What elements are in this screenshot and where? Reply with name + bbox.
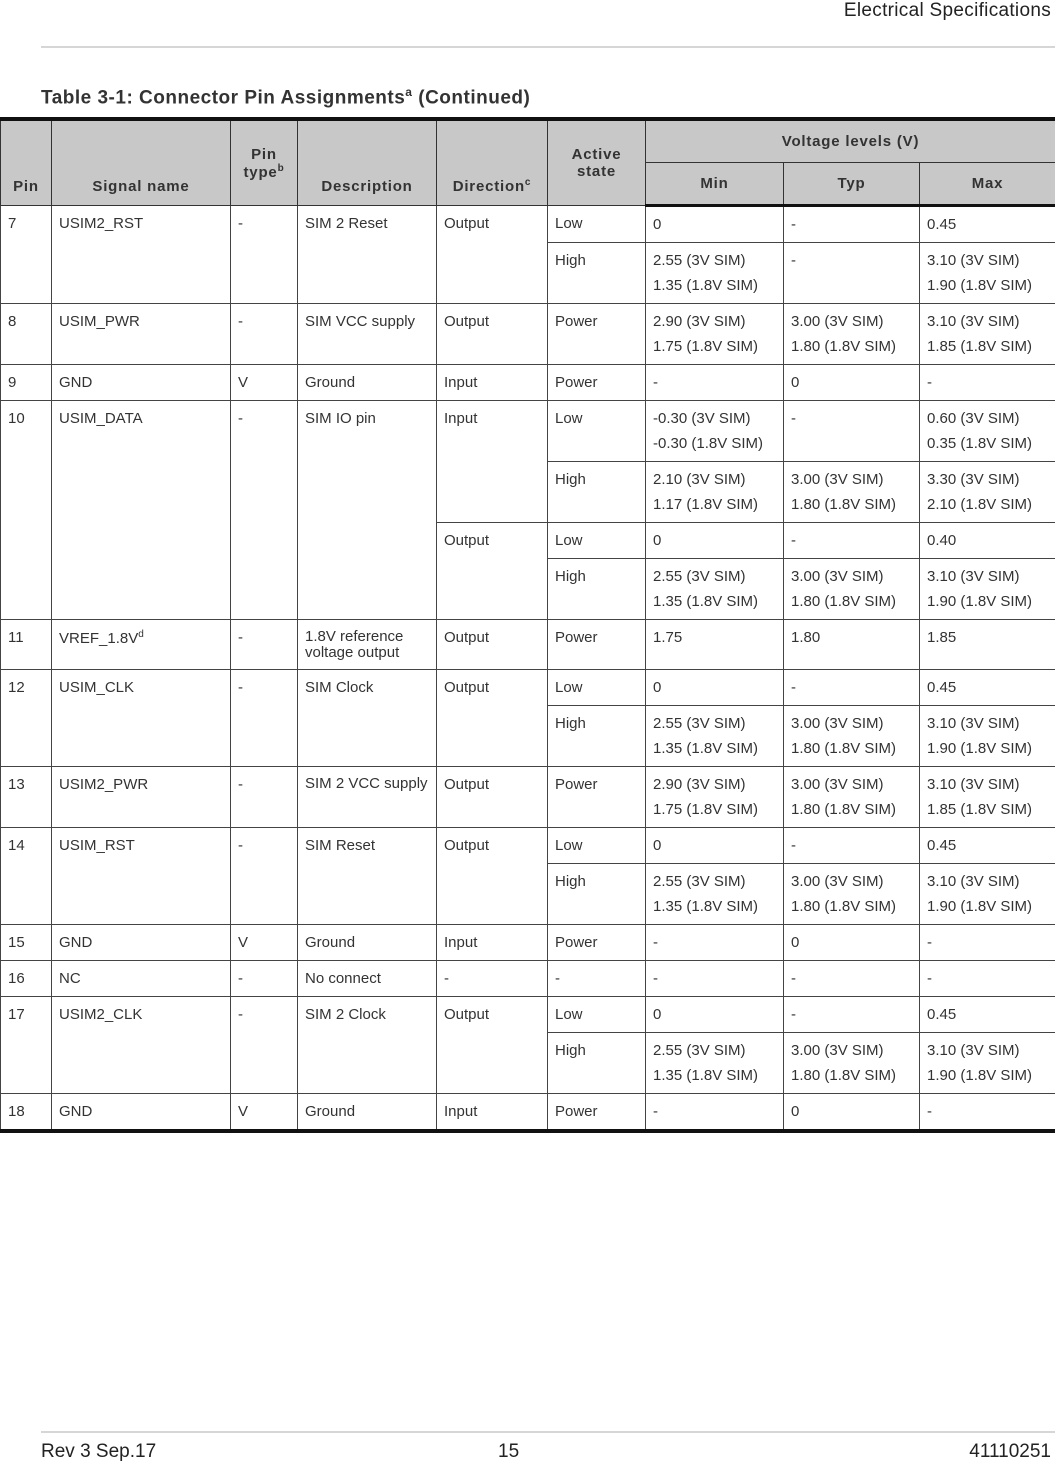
cell-pin: 12 xyxy=(1,669,52,766)
cell-description: Ground xyxy=(298,1093,437,1131)
table-row xyxy=(1,766,1055,827)
cell-pin-type: - xyxy=(231,960,298,996)
cell-description: SIM VCC supply xyxy=(298,304,437,365)
value-line: 3.10 (3V SIM) xyxy=(927,775,1020,793)
cell-typ: - xyxy=(784,996,920,1032)
cell-active-state: Power xyxy=(548,1093,646,1131)
cell-max: - xyxy=(920,365,1055,401)
col-header-active-state: Active state xyxy=(548,119,646,206)
cell-pin-type: - xyxy=(231,206,298,304)
cell-active-state: Power xyxy=(548,620,646,670)
col-header-direction-label: Direction xyxy=(452,178,525,195)
cell-typ xyxy=(784,559,920,620)
value-line: 3.00 (3V SIM) xyxy=(791,471,884,488)
cell-pin-type: - xyxy=(231,401,298,620)
cell-pin-type: - xyxy=(231,996,298,1093)
value-line: 1.35 (1.8V SIM) xyxy=(653,593,759,610)
cell-max xyxy=(920,243,1055,304)
cell-signal: USIM_PWR xyxy=(52,304,231,365)
table-row xyxy=(1,960,1055,996)
cell-min: 0 xyxy=(646,827,784,863)
cell-min xyxy=(646,304,784,365)
value-line: 2.55 (3V SIM) xyxy=(653,1041,746,1059)
cell-direction: Input xyxy=(437,365,548,401)
cell-typ xyxy=(784,863,920,924)
value-line: 3.10 (3V SIM) xyxy=(927,568,1020,585)
value-line: 2.10 (3V SIM) xyxy=(653,471,746,488)
cell-active-state: Power xyxy=(548,924,646,960)
cell-max: 0.45 xyxy=(920,827,1055,863)
value-line: 3.10 (3V SIM) xyxy=(927,252,1020,269)
cell-max: 0.40 xyxy=(920,523,1055,559)
cell-active-state: High xyxy=(548,559,646,620)
table-title-main: Table 3-1: Connector Pin Assignments xyxy=(41,87,406,109)
table-title xyxy=(41,85,530,109)
cell-direction: Output xyxy=(437,304,548,365)
page-header: Electrical Specifications xyxy=(843,0,1051,21)
cell-typ: - xyxy=(784,401,920,462)
value-line: 3.10 (3V SIM) xyxy=(927,313,1020,330)
cell-direction: Output xyxy=(437,206,548,304)
cell-typ: 0 xyxy=(784,1093,920,1131)
cell-active-state: Power xyxy=(548,766,646,827)
cell-max: - xyxy=(920,960,1055,996)
cell-description: Ground xyxy=(298,365,437,401)
cell-description: No connect xyxy=(298,960,437,996)
value-line: 3.00 (3V SIM) xyxy=(791,568,884,585)
table-title-suffix: (Continued) xyxy=(412,87,531,109)
value-line: 1.90 (1.8V SIM) xyxy=(927,1066,1033,1084)
col-header-pin-type-label: Pin type xyxy=(243,145,278,181)
col-header-min: Min xyxy=(646,163,784,206)
cell-pin-type: - xyxy=(231,827,298,924)
cell-pin: 17 xyxy=(1,996,52,1093)
value-line: 3.00 (3V SIM) xyxy=(791,775,884,793)
cell-signal xyxy=(52,620,231,670)
cell-pin: 10 xyxy=(1,401,52,620)
cell-direction: Output xyxy=(437,766,548,827)
cell-min: 0 xyxy=(646,206,784,243)
footer-document-number: 41110251 xyxy=(969,1441,1051,1462)
col-header-description: Description xyxy=(298,119,437,206)
cell-typ xyxy=(784,705,920,766)
cell-description: SIM 2 VCC supply xyxy=(298,766,437,827)
cell-typ xyxy=(784,766,920,827)
col-header-voltage-levels: Voltage levels (V) xyxy=(646,119,1055,163)
value-line: 1.35 (1.8V SIM) xyxy=(653,739,759,757)
value-line: 3.00 (3V SIM) xyxy=(791,714,884,732)
col-header-max: Max xyxy=(920,163,1055,206)
cell-description: SIM 2 Reset xyxy=(298,206,437,304)
cell-typ: - xyxy=(784,827,920,863)
cell-min xyxy=(646,559,784,620)
cell-max: 0.45 xyxy=(920,669,1055,705)
table-row xyxy=(1,206,1055,243)
cell-typ: - xyxy=(784,523,920,559)
value-line: 1.75 (1.8V SIM) xyxy=(653,800,759,818)
value-line: -0.30 (1.8V SIM) xyxy=(653,435,764,452)
cell-pin: 14 xyxy=(1,827,52,924)
col-header-pin-type xyxy=(231,119,298,206)
value-line: 1.35 (1.8V SIM) xyxy=(653,277,759,294)
signal-footnote-marker: d xyxy=(138,629,144,640)
value-line: 1.80 (1.8V SIM) xyxy=(791,1066,897,1084)
cell-signal: USIM_CLK xyxy=(52,669,231,766)
cell-signal: USIM_RST xyxy=(52,827,231,924)
cell-direction: Input xyxy=(437,924,548,960)
cell-direction: Output xyxy=(437,669,548,766)
value-line: 1.75 (1.8V SIM) xyxy=(653,338,759,355)
cell-active-state: Low xyxy=(548,206,646,243)
value-line: 2.55 (3V SIM) xyxy=(653,714,746,732)
cell-active-state: Low xyxy=(548,996,646,1032)
cell-min: - xyxy=(646,960,784,996)
cell-active-state: High xyxy=(548,705,646,766)
cell-typ: 0 xyxy=(784,924,920,960)
value-line: 3.30 (3V SIM) xyxy=(927,471,1020,488)
cell-description: SIM 2 Clock xyxy=(298,996,437,1093)
cell-min: 1.75 xyxy=(646,620,784,670)
cell-min xyxy=(646,401,784,462)
cell-pin-type: - xyxy=(231,669,298,766)
value-line: 2.55 (3V SIM) xyxy=(653,252,746,269)
cell-pin-type: - xyxy=(231,304,298,365)
cell-max xyxy=(920,559,1055,620)
value-line: 1.80 (1.8V SIM) xyxy=(791,338,897,355)
cell-typ xyxy=(784,462,920,523)
cell-pin-type: - xyxy=(231,620,298,670)
value-line: 1.80 (1.8V SIM) xyxy=(791,897,897,915)
cell-active-state: Power xyxy=(548,304,646,365)
cell-description: SIM Reset xyxy=(298,827,437,924)
cell-typ: - xyxy=(784,243,920,304)
table-row xyxy=(1,620,1055,670)
cell-direction: Output xyxy=(437,827,548,924)
cell-max xyxy=(920,401,1055,462)
table-row xyxy=(1,365,1055,401)
cell-description: SIM IO pin xyxy=(298,401,437,620)
cell-pin-type: V xyxy=(231,924,298,960)
cell-signal: GND xyxy=(52,1093,231,1131)
cell-active-state: Low xyxy=(548,523,646,559)
value-line: 1.85 (1.8V SIM) xyxy=(927,800,1033,818)
cell-direction: Input xyxy=(437,1093,548,1131)
cell-signal: NC xyxy=(52,960,231,996)
cell-min: 0 xyxy=(646,996,784,1032)
cell-active-state: - xyxy=(548,960,646,996)
cell-active-state: Low xyxy=(548,669,646,705)
value-line: 1.90 (1.8V SIM) xyxy=(927,897,1033,915)
cell-pin: 9 xyxy=(1,365,52,401)
cell-max xyxy=(920,462,1055,523)
cell-description: Ground xyxy=(298,924,437,960)
cell-typ: 1.80 xyxy=(784,620,920,670)
signal-label: VREF_1.8V xyxy=(59,630,139,647)
value-line: 1.85 (1.8V SIM) xyxy=(927,338,1033,355)
cell-max xyxy=(920,863,1055,924)
value-line: 3.00 (3V SIM) xyxy=(791,1041,884,1059)
value-line: 0.60 (3V SIM) xyxy=(927,410,1020,427)
value-line: 1.90 (1.8V SIM) xyxy=(927,593,1033,610)
cell-direction: - xyxy=(437,960,548,996)
footer-revision: Rev 3 Sep.17 xyxy=(41,1441,157,1462)
value-line: 1.80 (1.8V SIM) xyxy=(791,739,897,757)
cell-active-state: Power xyxy=(548,365,646,401)
cell-pin: 15 xyxy=(1,924,52,960)
cell-min xyxy=(646,766,784,827)
cell-pin: 16 xyxy=(1,960,52,996)
value-line: 2.90 (3V SIM) xyxy=(653,313,746,330)
cell-signal: GND xyxy=(52,365,231,401)
value-line: 1.35 (1.8V SIM) xyxy=(653,897,759,915)
cell-active-state: High xyxy=(548,243,646,304)
value-line: -0.30 (3V SIM) xyxy=(653,410,751,427)
cell-active-state: High xyxy=(548,462,646,523)
value-line: 1.17 (1.8V SIM) xyxy=(653,496,759,513)
cell-typ xyxy=(784,304,920,365)
cell-active-state: Low xyxy=(548,827,646,863)
pin-type-footnote-marker: b xyxy=(277,162,285,174)
cell-min: - xyxy=(646,365,784,401)
value-line: 0.35 (1.8V SIM) xyxy=(927,435,1033,452)
header-divider xyxy=(41,46,1055,48)
value-line: 2.10 (1.8V SIM) xyxy=(927,496,1033,513)
cell-pin-type: V xyxy=(231,1093,298,1131)
cell-direction: Output xyxy=(437,996,548,1093)
cell-max: 0.45 xyxy=(920,206,1055,243)
footer-page-number: 15 xyxy=(498,1441,520,1462)
cell-max: - xyxy=(920,1093,1055,1131)
cell-direction: Output xyxy=(437,523,548,620)
cell-pin: 13 xyxy=(1,766,52,827)
value-line: 2.55 (3V SIM) xyxy=(653,872,746,890)
cell-min xyxy=(646,705,784,766)
cell-min: 0 xyxy=(646,669,784,705)
col-header-typ: Typ xyxy=(784,163,920,206)
cell-max xyxy=(920,766,1055,827)
value-line: 1.80 (1.8V SIM) xyxy=(791,800,897,818)
cell-max xyxy=(920,304,1055,365)
footer-divider xyxy=(41,1431,1055,1433)
col-header-direction xyxy=(437,119,548,206)
value-line: 3.00 (3V SIM) xyxy=(791,313,884,330)
value-line: 3.10 (3V SIM) xyxy=(927,1041,1020,1059)
cell-pin-type: - xyxy=(231,766,298,827)
value-line: 1.90 (1.8V SIM) xyxy=(927,739,1033,757)
cell-typ xyxy=(784,1032,920,1093)
value-line: 3.00 (3V SIM) xyxy=(791,872,884,890)
cell-min: - xyxy=(646,924,784,960)
table-row xyxy=(1,924,1055,960)
value-line: 3.10 (3V SIM) xyxy=(927,872,1020,890)
cell-signal: USIM2_PWR xyxy=(52,766,231,827)
cell-min xyxy=(646,863,784,924)
cell-signal: USIM2_CLK xyxy=(52,996,231,1093)
cell-signal: GND xyxy=(52,924,231,960)
cell-pin: 7 xyxy=(1,206,52,304)
cell-typ: - xyxy=(784,669,920,705)
cell-typ: 0 xyxy=(784,365,920,401)
cell-pin-type: V xyxy=(231,365,298,401)
table-row xyxy=(1,996,1055,1032)
cell-min: - xyxy=(646,1093,784,1131)
cell-typ: - xyxy=(784,960,920,996)
cell-description: SIM Clock xyxy=(298,669,437,766)
cell-active-state: Low xyxy=(548,401,646,462)
cell-description: 1.8V reference voltage output xyxy=(298,620,437,670)
value-line: 1.35 (1.8V SIM) xyxy=(653,1066,759,1084)
col-header-signal-name: Signal name xyxy=(52,119,231,206)
cell-max xyxy=(920,705,1055,766)
value-line: 2.90 (3V SIM) xyxy=(653,775,746,793)
value-line: 3.10 (3V SIM) xyxy=(927,714,1020,732)
cell-signal: USIM_DATA xyxy=(52,401,231,620)
table-row xyxy=(1,401,1055,462)
cell-min xyxy=(646,462,784,523)
value-line: 1.80 (1.8V SIM) xyxy=(791,496,897,513)
cell-pin: 8 xyxy=(1,304,52,365)
cell-signal: USIM2_RST xyxy=(52,206,231,304)
cell-max: 1.85 xyxy=(920,620,1055,670)
table-row xyxy=(1,304,1055,365)
cell-direction: Input xyxy=(437,401,548,523)
cell-pin: 18 xyxy=(1,1093,52,1131)
cell-max: - xyxy=(920,924,1055,960)
col-header-pin: Pin xyxy=(1,119,52,206)
cell-min xyxy=(646,1032,784,1093)
table-row xyxy=(1,669,1055,705)
cell-typ: - xyxy=(784,206,920,243)
cell-max xyxy=(920,1032,1055,1093)
cell-direction: Output xyxy=(437,620,548,670)
cell-max: 0.45 xyxy=(920,996,1055,1032)
table-row xyxy=(1,827,1055,863)
cell-min: 0 xyxy=(646,523,784,559)
cell-min xyxy=(646,243,784,304)
value-line: 1.90 (1.8V SIM) xyxy=(927,277,1033,294)
cell-pin: 11 xyxy=(1,620,52,670)
cell-active-state: High xyxy=(548,863,646,924)
pin-assignment-table xyxy=(0,117,1055,1133)
value-line: 1.80 (1.8V SIM) xyxy=(791,593,897,610)
cell-active-state: High xyxy=(548,1032,646,1093)
table-title-footnote-marker: a xyxy=(405,85,413,99)
table-row xyxy=(1,1093,1055,1131)
direction-footnote-marker: c xyxy=(524,177,532,188)
value-line: 2.55 (3V SIM) xyxy=(653,568,746,585)
